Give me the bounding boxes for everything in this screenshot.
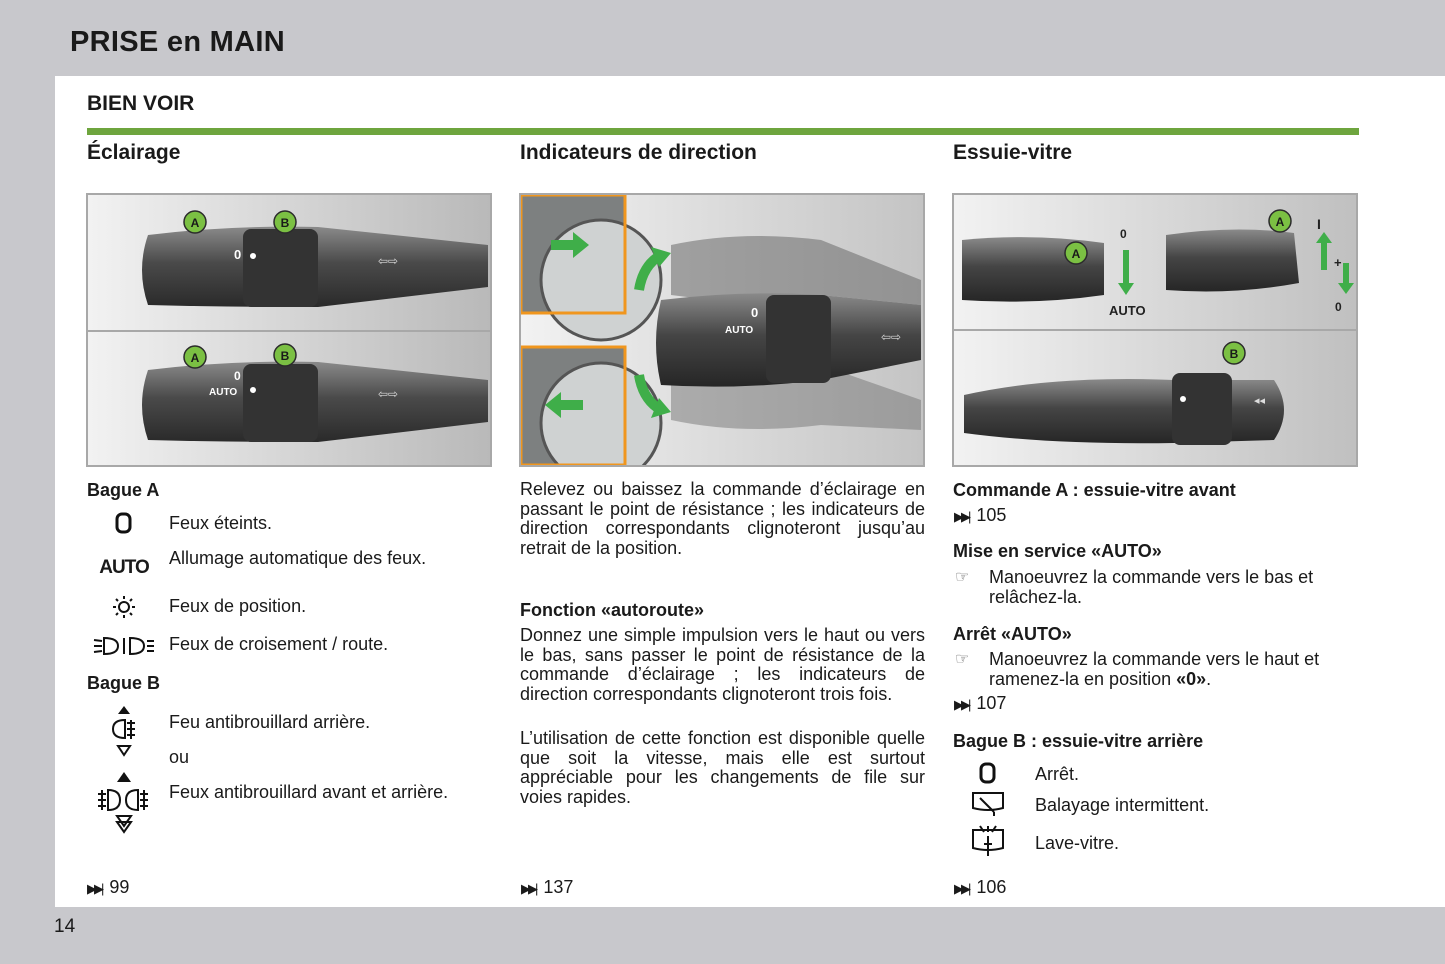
page-ref-icon: ▶▶| bbox=[954, 881, 969, 896]
sidelights-icon bbox=[86, 595, 162, 624]
indicators-page-ref: ▶▶| 137 bbox=[521, 877, 574, 897]
svg-text:⇦⇨: ⇦⇨ bbox=[378, 387, 399, 401]
indicators-intro: Relevez ou baissez la commande d’éclairage en passant le point de résistance ; les indicateurs de direction correspondants clignoteront jusqu’au retrait de la position. bbox=[520, 479, 925, 558]
lighting-page-ref: ▶▶| 99 bbox=[87, 877, 130, 897]
fig1-badge-b: B bbox=[280, 216, 290, 230]
section-divider bbox=[87, 128, 1359, 135]
motorway-title: Fonction «autoroute» bbox=[520, 600, 704, 620]
washer-label: Lave-vitre. bbox=[1035, 833, 1120, 853]
fig1b-auto-mark: AUTO bbox=[209, 387, 238, 398]
svg-text:◂◂: ◂◂ bbox=[1254, 395, 1266, 407]
wipers-page-ref: ▶▶| 106 bbox=[954, 877, 1007, 897]
wipers-illustration bbox=[954, 195, 1356, 465]
page-ref-icon: ▶▶| bbox=[954, 697, 969, 712]
ring-a-item-3-label: Feux de position. bbox=[169, 596, 307, 616]
washer-icon bbox=[950, 824, 1026, 863]
svg-text:⇦⇨: ⇦⇨ bbox=[881, 330, 902, 344]
page-ref-icon: ▶▶| bbox=[87, 881, 102, 896]
page-header-title: PRISE en MAIN bbox=[70, 26, 285, 58]
ring-a-item-1-label: Feux éteints. bbox=[169, 513, 273, 533]
page-ref-icon: ▶▶| bbox=[521, 881, 536, 896]
fig3-badge-a1: A bbox=[1071, 247, 1081, 261]
page-number: 14 bbox=[54, 916, 76, 937]
wipers-figure bbox=[952, 193, 1358, 467]
lighting-stalk-figure bbox=[86, 193, 492, 467]
ring-a-title: Bague A bbox=[87, 480, 160, 500]
page-ref-icon: ▶▶| bbox=[954, 509, 969, 524]
wipers-title: Essuie-vitre bbox=[953, 141, 1073, 164]
lighting-stalk-illustration bbox=[88, 195, 490, 465]
lighting-title: Éclairage bbox=[87, 141, 181, 164]
fig1-off-mark: 0 bbox=[234, 247, 242, 262]
fig1-badge-a: A bbox=[190, 216, 200, 230]
auto-on-text: Manoeuvrez la commande vers le bas et relâchez-la. bbox=[989, 567, 1314, 607]
ring-a-item-4-label: Feux de croisement / route. bbox=[169, 634, 389, 654]
ring-b-title: Bague B bbox=[87, 673, 161, 693]
motorway-paragraph-1: Donnez une simple impulsion vers le haut ou vers le bas, sans passer le point de résistance de la commande d’éclairage ; les indicateurs de direction correspondants clignoteront trois fois. bbox=[520, 625, 925, 704]
auto-off-title: Arrêt «AUTO» bbox=[953, 624, 1072, 644]
auto-icon: AUTO bbox=[99, 557, 149, 578]
fig1b-badge-a: A bbox=[190, 351, 200, 365]
ring-b-or-label: ou bbox=[169, 747, 190, 767]
section-title: BIEN VOIR bbox=[87, 92, 195, 115]
indicators-illustration bbox=[521, 195, 923, 465]
fig3-off-mark-right: 0 bbox=[1335, 300, 1342, 314]
motorway-paragraph-2: L’utilisation de cette fonction est disponible quelle que soit la vitesse, mais elle est surtout appréciable pour les changements de file sur voies rapides. bbox=[520, 728, 925, 807]
cmd-a-title: Commande A : essuie-vitre avant bbox=[953, 480, 1236, 500]
fig3-badge-b: B bbox=[1229, 347, 1239, 361]
fig1b-off-mark: 0 bbox=[234, 369, 241, 383]
intermittent-wipe-icon bbox=[950, 790, 1026, 823]
wiper-off-label: Arrêt. bbox=[1035, 764, 1080, 784]
fig3-off-mark-left: 0 bbox=[1120, 227, 1127, 241]
auto-off-page-ref: ▶▶| 107 bbox=[954, 693, 1007, 713]
fig3-badge-a2: A bbox=[1275, 215, 1285, 229]
dipped-main-beam-icon bbox=[86, 634, 162, 663]
ring-b-item-3-label: Feux antibrouillard avant et arrière. bbox=[169, 782, 449, 802]
indicators-figure bbox=[519, 193, 925, 467]
pointing-hand-icon: ☞ bbox=[955, 569, 970, 586]
fig3-auto-mark: AUTO bbox=[1109, 303, 1146, 318]
ring-b-wiper-title: Bague B : essuie-vitre arrière bbox=[953, 731, 1204, 751]
svg-text:⇦⇨: ⇦⇨ bbox=[378, 254, 399, 268]
auto-off-position: «0» bbox=[1176, 668, 1207, 689]
ring-b-item-1-label: Feu antibrouillard arrière. bbox=[169, 712, 371, 732]
indicators-title: Indicateurs de direction bbox=[520, 141, 757, 164]
fig3-one-mark: I bbox=[1317, 216, 1321, 232]
fig2-off-mark: 0 bbox=[751, 305, 759, 320]
ring-a-item-2-label: Allumage automatique des feux. bbox=[169, 548, 427, 568]
auto-on-title: Mise en service «AUTO» bbox=[953, 541, 1162, 561]
svg-text:+: + bbox=[1334, 255, 1342, 270]
wiper-off-icon bbox=[950, 762, 1026, 789]
auto-off-text: Manoeuvrez la commande vers le haut et ramenez-la en position «0». bbox=[989, 649, 1320, 689]
lights-off-icon bbox=[86, 512, 162, 539]
cmd-a-page-ref: ▶▶| 105 bbox=[954, 505, 1007, 525]
pointing-hand-icon: ☞ bbox=[955, 651, 970, 668]
fig1b-badge-b: B bbox=[280, 349, 290, 363]
intermittent-wipe-label: Balayage intermittent. bbox=[1035, 795, 1210, 815]
front-rear-fog-icon bbox=[86, 770, 162, 839]
rear-fog-icon bbox=[86, 704, 162, 763]
fig2-auto-mark: AUTO bbox=[725, 325, 754, 336]
